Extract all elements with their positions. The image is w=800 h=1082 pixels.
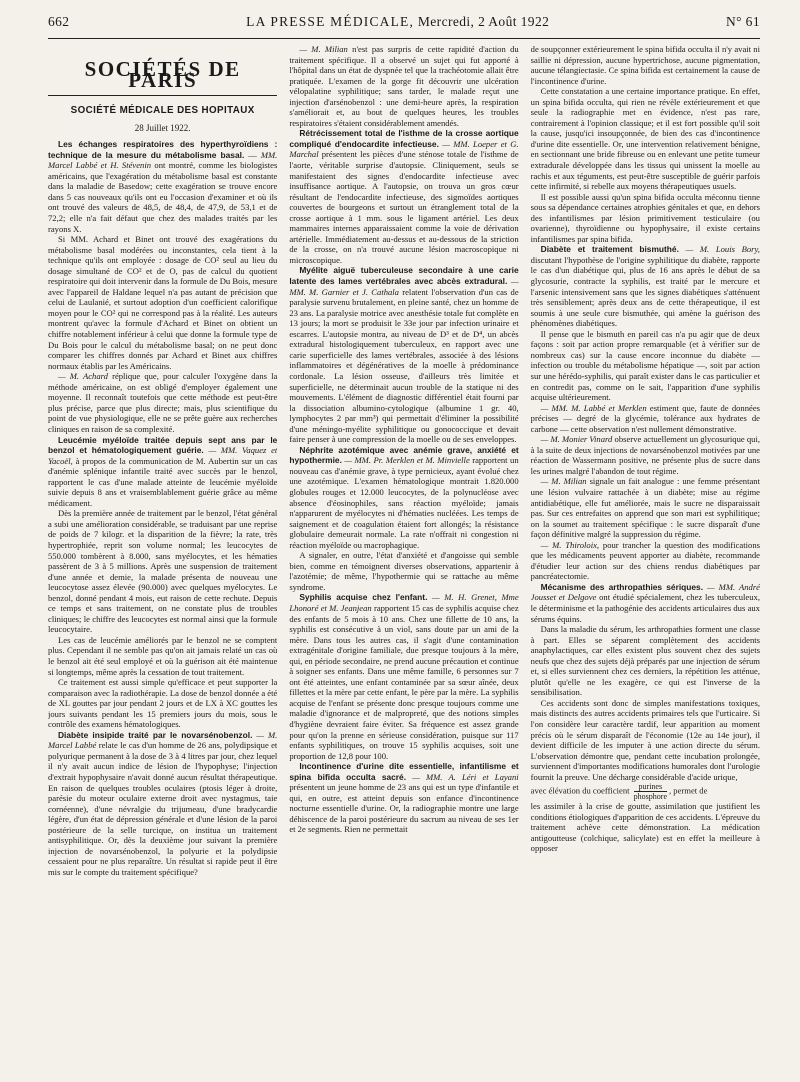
article-garnier-cathala <box>289 265 518 444</box>
article-authors: — M. Louis Bory, <box>685 244 760 255</box>
paragraph: Les cas de leucémie améliorés par le benzol ne se comptent plus. Cependant il ne semble pas qu'on ait jamais relaté un cas où le benzol ait été seul employé et où la guérison ait été maintenue si longtemps, même après la cessation de tout traitement. <box>48 634 278 677</box>
paragraph <box>48 371 277 434</box>
paragraph-text: n'est pas surpris de cette rapidité d'action du traitement spécifique. Il a observé un sujet qui fut apporté à l'hôpital dans un état de dyspnée tel que la trachéotomie allait être pratiquée. L'examen de la gorge fit découvrir une ulcération vélopalatine syphilitique; sans tarder, le malade reçut une injection d'arsénobenzol : une demi-heure après, la respiration s'améliorait et, au bout de quelques heures, les troubles respiratoires s'étaient considérablement amendés. <box>289 44 519 128</box>
column-2 <box>289 44 518 1074</box>
article-text: ont étudié spécialement, chez les tuberculeux, le déterminisme et la pathogénie des accidents articulaires dus aux sérums équins. <box>530 592 760 624</box>
article-title: Diabète et traitement bismuthé. <box>540 244 679 255</box>
paragraph: les assimiler à la crise de goutte, assimilation que justifient les conditions étiologiques d'apparition de ces accidents. L'épreuve du traitement achève cette démonstration. La médication antigoutteuse (colchique, salicylate) est en effet la meilleure à opposer <box>530 801 760 854</box>
discussant: — M. Thiroloix, <box>540 539 600 550</box>
article-vaquez-yacoel <box>48 435 277 509</box>
article-title: Myélite aiguë tuberculeuse secondaire à une carie latente des lames vertébrales avec abcès extradural. <box>289 265 519 287</box>
paragraph-text: estiment que, faute de données précises — degré de la glycémie, tolérance aux hydrates de carbone — cette observation n'est nullement démonstrative. <box>530 402 760 434</box>
page-header <box>48 14 760 36</box>
article-authors: — MM. Vaquez et Yacoël, <box>48 445 278 466</box>
article-authors: MM. Marcel Labbé et H. Stévenin <box>48 149 278 171</box>
article-merklen-minvielle <box>289 445 518 550</box>
article-authors: — MM. Loeper et G. Marchal <box>289 138 519 160</box>
article-title: Mécanisme des arthropathies sériques. <box>540 581 704 592</box>
text-columns <box>48 44 760 1074</box>
paragraph <box>289 44 518 128</box>
journal-name: LA PRESSE MÉDICALE, <box>246 14 415 29</box>
paragraph: Cette constatation a une certaine importance pratique. En effet, un spina bifida occulta, qui rien ne révèle extérieurement et que seule la radiographie met en évidence, n'est pas rare, contrairement à l'opinion classique; et il est fort possible qu'il soit la cause, jusqu'ici insoupçonnée, de bien des cas d'incontinence d'urine dite essentielle. Or, une intervention relativement bénigne, en sectionnant une bride fibreuse ou en enlevant une petite tumeur extradurale développée dans les tissus qui unissent la moelle au rachis et aux téguments, est peut-être susceptible de guérir parfois cette infirmité, si rebelle aux moyens thérapeutiques usuels. <box>530 86 760 192</box>
article-jousset-delgove <box>531 582 760 624</box>
session-date: 28 Juillet 1922. <box>134 122 191 133</box>
article-text: à propos de la communication de M. Aubertin sur un cas d'anémie splénique infantile traité avec succès par le benzol, rapportent le cas d'une malade atteinte de leucémie myéloïde suivie depuis 8 ans et vraisemblablement guérie grâce au même médicament. <box>48 455 278 508</box>
discussant: — MM. M. Labbé et Merklen <box>540 402 647 413</box>
paragraph: Si MM. Achard et Binet ont trouvé des exagérations du métabolisme basal modérées ou inconstantes, cela tient à la technique qu'ils ont employée : dosage de CO² seul au lieu du dosage simultané de CO² et de O, pas de calcul du quotient respiratoire qui doit intervenir dans la formule de Du Bois, mesure avec l'appareil de Haldane lequel n'a pas autant de précision que celui de Laulanié, et surtout adoption d'un coefficient calorifique moyen pour le CO² qui ne correspond pas à la réalité. Les auteurs montrent qu'avec la formule d'Achard et Binet on obtient un chiffre notablement inférieur à celui que donne la formule type de Du Bois pour le calcul du métabolisme basal; on ne peut donc comparer les chiffres donnés par Achard et Binet aux chiffres normaux établis par les Américains. <box>48 234 278 371</box>
column-1 <box>48 44 277 1074</box>
article-authors: — MM. M. Garnier et J. Cathala <box>289 276 519 297</box>
paragraph: Il est possible aussi qu'un spina bifida occulta méconnu tienne sous sa dépendance certaines atrophies génitales et que, en dehors des infantilismes par lésion primitivement testiculaire (ou ovarienne), thyroïdienne ou hypophysaire, il existe certains infantilismes par spina bifida. <box>530 191 760 244</box>
article-authors: — MM. Pr. Merklen et M. Minvielle <box>344 455 470 466</box>
discussant: — M. Monier Vinard <box>540 434 613 445</box>
discussant: — M. Milian <box>299 44 348 54</box>
article-text: rapportent 15 cas de syphilis acquise chez des enfants de 5 mois à 10 ans. Chez une fillette de 10 ans, la syphilis est consécutive à un viol, sans doute par un ami de la mère. Dans tous les autres cas, il s'agit d'une contamination extragénitale d'origine familiale, due presque toujours à la mère, qui, en période secondaire, ne prend aucune précaution et continue à soigner ses enfants. Dans une même famille, 6 personnes sur 7 ont été atteintes, une enfant contaminée par sa sœur aînée, deux fillettes et la mère par cette enfant, le père par la mère. La syphilis acquise de l'enfant se présente donc presque toujours comme une maladie d'ignorance et de malpropreté, que des notions simples d'hygiène devraient faire éviter. Sa fréquence est assez grande pour qu'on la prenne en sérieuse considération, puisque sur 117 enfants syphilitiques, on trouve 15 syphilis acquises, soit une proportion de 12,8 pour 100. <box>289 602 519 761</box>
article-authors: — MM. André Jousset et Delgove <box>530 581 760 603</box>
issue-number: N° 61 <box>725 14 760 29</box>
paragraph-text: réplique que, pour calculer l'oxygène dans la méthode américaine, on est obligé d'employer également une moyenne. Il reconnaît toutefois que cette méthode est peut-être plus précise, parce que plus directe; mais, plus scientifique du point de vue physiologique, elle ne se prête guère aux recherches cliniques en raison de sa complexité. <box>48 371 278 434</box>
paragraph: Dès la première année de traitement par le benzol, l'état général a subi une amélioration considérable, se traduisant par une reprise de poids de 7 kilogr. et la disparition de la fièvre; la rate, très hypertrophiée, reprit son volume normal; les leucocytes de 550.000 tombèrent à 8.000, sans myélocytes, et les hématies passèrent de 3 à 5 millions. Après une suspension de traitement d'une année et demie, la malade présenta de nouveau une leucocytose assez élevée (90.000) avec quelques myélocytes. Le benzol, donné pendant 4 mois, eut raison de cette rechute. Depuis ce temps et sans traitement, on ne constate plus de troubles cliniques; le chiffre des leucocytes est normal ainsi que la formule leucocytaire. <box>48 508 278 635</box>
article-labbe-diabete <box>48 730 277 878</box>
paragraph: Ce traitement est aussi simple qu'efficace et peut supporter la comparaison avec la radiothérapie. La dose de benzol donnée a été de XL gouttes par jour pendant 2 jours et de LX à XC gouttes les jours suivants pendant les 15 premiers jours du mois, sous le contrôle des examens hématologiques. <box>48 677 278 730</box>
article-title: Syphilis acquise chez l'enfant. <box>299 592 428 603</box>
page-number: 662 <box>48 14 70 29</box>
article-text: rapportent un nouveau cas d'anémie grave, à type pernicieux, ayant évolué chez une azotémique. L'examen hématologique montrait 1.820.000 globules rouges et 12.000 leucocytes, de la polynucléose avec absence d'éosinophiles, sans réaction myéloïde; jamais n'apparurent de myélocytes ni d'hématies nucléées. Les temps de saignement et de coagulation étaient fort allongés; la résistance globulaire demeurait normale. La rate n'offrait ni congestion ni réaction myéloïde ou macrophagique. <box>289 455 519 550</box>
society-name: SOCIÉTÉ MÉDICALE DES HOPITAUX <box>70 105 255 117</box>
article-text: discutant l'hypothèse de l'origine syphilitique du diabète, rapporte le cas d'un diabétique qui, plus de 16 ans après le début de sa glycosurie, contracte la syphilis, est traité par le mercure et l'arsenic intensivement sans que les signes diabétiques s'atténuent très sensiblement; après deux ans de cette thérapeutique, il est soumis à une seule cure bismuthée, qui amène la guérison des phénomènes diabétiques. <box>530 254 760 329</box>
article-bory <box>531 244 760 328</box>
article-text: relate le cas d'un homme de 26 ans, polydipsique et polyurique permanent à la dose de 3 à 4 litres par jour, chez lequel il n'y avait aucun indice de lésion de l'hypophyse; l'injection d'extrait hypophysaire n'avait donné aucun résultat thérapeutique. En raison de quelques troubles oculaires (ptosis léger à droite, parésie du moteur oculaire externe droit avec nystagmus, taie cornéenne), d'une névralgie du trijumeau, d'une bradycardie légère, d'un état de dépression générale et d'une lésion de la paroi postérieure de la selle turcique, on institua un traitement antisyphilitique. Or, dès la deuxième jour suivant la première injection de novarsénobenzol, la polyurie et la polydipsie cessaient pour ne plus reparaître. Un résultat si rapide peut il être mis sur le compte du traitement spécifique? <box>48 740 278 877</box>
article-authors: — MM. A. Léri et Layani <box>412 771 519 782</box>
fraction-tail: , permet de <box>669 785 708 796</box>
article-text: présentent les pièces d'une sténose totale de l'isthme de l'aorte, véritable surprise d'autopsie. Cliniquement, seuls se manifestaient des signes d'endocardite infectieuse avec insuffisance aortique. A l'autopsie, on trouva un gros cœur résultant de l'endocardite infectieuse, des sigmoïdes aortiques couvertes de bourgeons et surtout un étranglement total de la crosse aortique à 1 mm. sous le ligament artériel. Les deux mammaires internes apparaissaient comme la voie de dérivation artérielle. Immédiatement au-dessus et au-dessous de la striction de la crosse, on n'a trouvé aucune lésion macroscopique ni microscopique. <box>289 149 519 265</box>
fraction-denominator: phosphore <box>633 792 667 802</box>
article-leri-layani <box>289 761 518 835</box>
paragraph: Ces accidents sont donc de simples manifestations toxiques, mais distincts des autres accidents primaires tels que l'urticaire. Si l'on considère leur caractère tardif, leur apparition au moment précis où le sérum disparaît de l'économie (12e au 14e jour), il devient difficile de les imputer à une action directe du sérum. L'observation démontre que, pendant cette incubation prolongée, surviennent d'importantes modifications humorales dont l'urologie fournit la preuve. Une décharge considérable d'acide urique, <box>530 697 760 782</box>
paragraph <box>531 540 760 582</box>
paragraph: Il pense que le bismuth en pareil cas n'a pu agir que de deux façons : soit par action propre remarquable (et à vérifier sur de nombreux cas) sur la cause encore inconnue du diabète — infection ou trouble du métabolisme hépatique —, soit par action sur une hérédo-syphilis, qui paraît exister dans le cas particulier et en contredit pas, comme on le sait, l'apparition d'une syphilis acquise ultérieurement. <box>530 328 760 403</box>
article-title: Rétrécissement total de l'isthme de la crosse aortique compliqué d'endocardite infectieuse. <box>289 128 519 149</box>
article-title: Néphrite azotémique avec anémie grave, anxiété et hypothermie. <box>289 444 519 466</box>
article-labbe-stevenin: Les échanges respiratoires des hyperthyroïdiens : technique de la mesure du métabolisme basal. — MM. Marcel Labbé et H. Stévenin ont montré, comme les biologistes américains, que l'exagération du métabolisme basal est constante dans la maladie de Basedow; cette exagération se trouve encore dans 5 cas nouveaux qu'ils ont eu l'occasion d'examiner et où ils ont trouvé des valeurs de 48,5, de 48,4, de 47,9, de 53,1 et de 72,2; elle n'a fait défaut que chez des malades traités par les rayons X. <box>48 139 278 234</box>
fraction-numerator: purines <box>634 782 667 792</box>
article-title: Diabète insipide traité par le novarsénobenzol. <box>58 729 253 740</box>
discussant: — M. Milian <box>540 476 587 487</box>
article-title: Leucémie myéloïde traitée depuis sept ans par le benzol et hématologiquement guérie. <box>48 434 278 456</box>
article-text: présentent un jeune homme de 23 ans qui est un type d'infantile et qui, en outre, est atteint depuis son enfance d'incontinence nocturne essentielle d'urine. Or, la radiographie montre une large déhiscence de la paroi postérieure du sacrum au niveau de ses 1er et 2e segments. Rien ne permettait <box>289 782 519 835</box>
paragraph-text: signale un fait analogue : une femme présentant une lésion vulvaire rattachée à un diabète; mise au régime antidiabétique, elle fut améliorée, mais le sucre ne disparaissait pas. Sur ces entrefaites on apprend que son mari est syphilitique; on la soumet au traitement spécifique : le sucre disparaît d'une façon définitive malgré la suppression du régime. <box>530 476 760 540</box>
article-text: ont montré, comme les biologistes américains, que l'exagération du métabolisme basal est constante dans la maladie de Basedow; cette exagération se trouve encore dans 5 cas nouveaux qu'ils ont eu l'occasion d'examiner et où ils ont trouvé des valeurs de 48,5, de 48,4, de 47,9, de 53,1 et de 72,2; elle n'a fait défaut que chez des malades traités par les rayons X. <box>48 160 278 234</box>
paragraph-with-fraction <box>531 782 760 801</box>
article-text: relatent l'observation d'un cas de paralysie survenu brutalement, en pleine santé, chez un homme de 23 ans. La paralysie motrice avec anesthésie totale fut complète en 13 jours; la mort se produisit le 33e jour par infection urinaire et escarres. L'autopsie montra, au niveau de D³ et de D⁴, un abcès extradural histologiquement tuberculeux, en rapport avec une carie superficielle des lames vertébrales, associée à des lésions inflammatoires et dégénératives de la moelle à prédominance cordonale. La lésion osseuse, d'ailleurs très limitée et superficielle, ne déterminait aucun trouble de la statique ni des mouvements. L'élément de diagnostic différentiel était fourni par la dissociation albumino-cytologique (albumine 1 gr. 40, lymphocytes 2 par mm³) qui permettait d'éliminer la possibilité d'une méningo-myélite syphilitique ou gonococcique et devait faire penser à une compression de la moelle ou de ses enveloppes. <box>289 286 519 445</box>
article-authors: — M. Marcel Labbé <box>48 729 278 751</box>
paragraph <box>531 434 760 476</box>
article-title: Incontinence d'urine dite essentielle, infantilisme et spina bifida occulta sacré. <box>289 761 519 782</box>
header-rule <box>48 38 760 39</box>
article-authors: — M. H. Grenet, Mme Lhonoré et M. Jeanjean <box>289 592 519 613</box>
journal-title-line <box>246 14 549 30</box>
paragraph: Dans la maladie du sérum, les arthropathies forment une classe à part. Elles se séparent complètement des accidents anaphylactiques, car elles existent plus souvent chez des sujets neufs que chez des sujets déjà préparés par une injection de sérum et, si elles surviennent chez ces derniers, la répétition les atténue, plutôt qu'elle ne les exagère, ce qui est l'inverse de la sensibilisation. <box>530 624 760 698</box>
paragraph-text: pour trancher la question des modifications que les médicaments peuvent apporter au diabète, recommande d'étudier leur action sur des chiens rendus diabétiques par pancréatectomie. <box>530 539 760 582</box>
article-loeper-marchal <box>289 128 518 265</box>
section-heading: SOCIÉTÉS DE PARIS <box>48 56 277 96</box>
discussant: — M. Achard <box>58 371 108 382</box>
fraction-lead: avec élévation du coefficient <box>530 785 630 796</box>
paragraph <box>531 476 760 539</box>
article-grenet <box>289 592 518 761</box>
article-title: Les échanges respiratoires des hyperthyroïdiens : technique de la mesure du métabolisme basal. <box>48 139 278 160</box>
paragraph: de soupçonner extérieurement le spina bifida occulta il n'y avait ni saillie ni dépression, aucune hypertrichose, aucune pigmentation, aucune télangiectasie. Ce spina bifida est certainement la cause de l'incontinence d'urine. <box>530 44 760 86</box>
paragraph: A signaler, en outre, l'état d'anxiété et d'angoisse qui semble bien, comme en témoignent diverses observations, appartenir à l'azotémie; de même, l'hypothermie qui se rattache au même syndrome. <box>289 550 519 592</box>
paragraph <box>531 403 760 435</box>
column-3 <box>531 44 760 1074</box>
coefficient-fraction <box>634 782 667 801</box>
paragraph-text: observe actuellement un glycosurique qui, à la suite de deux injections de novarsénobenzol motivées par une réaction de Wassermann positive, ne présente plus de sucre dans les urines malgré l'abandon de tout régime. <box>530 434 760 476</box>
issue-date: Mercredi, 2 Août 1922 <box>417 14 550 29</box>
